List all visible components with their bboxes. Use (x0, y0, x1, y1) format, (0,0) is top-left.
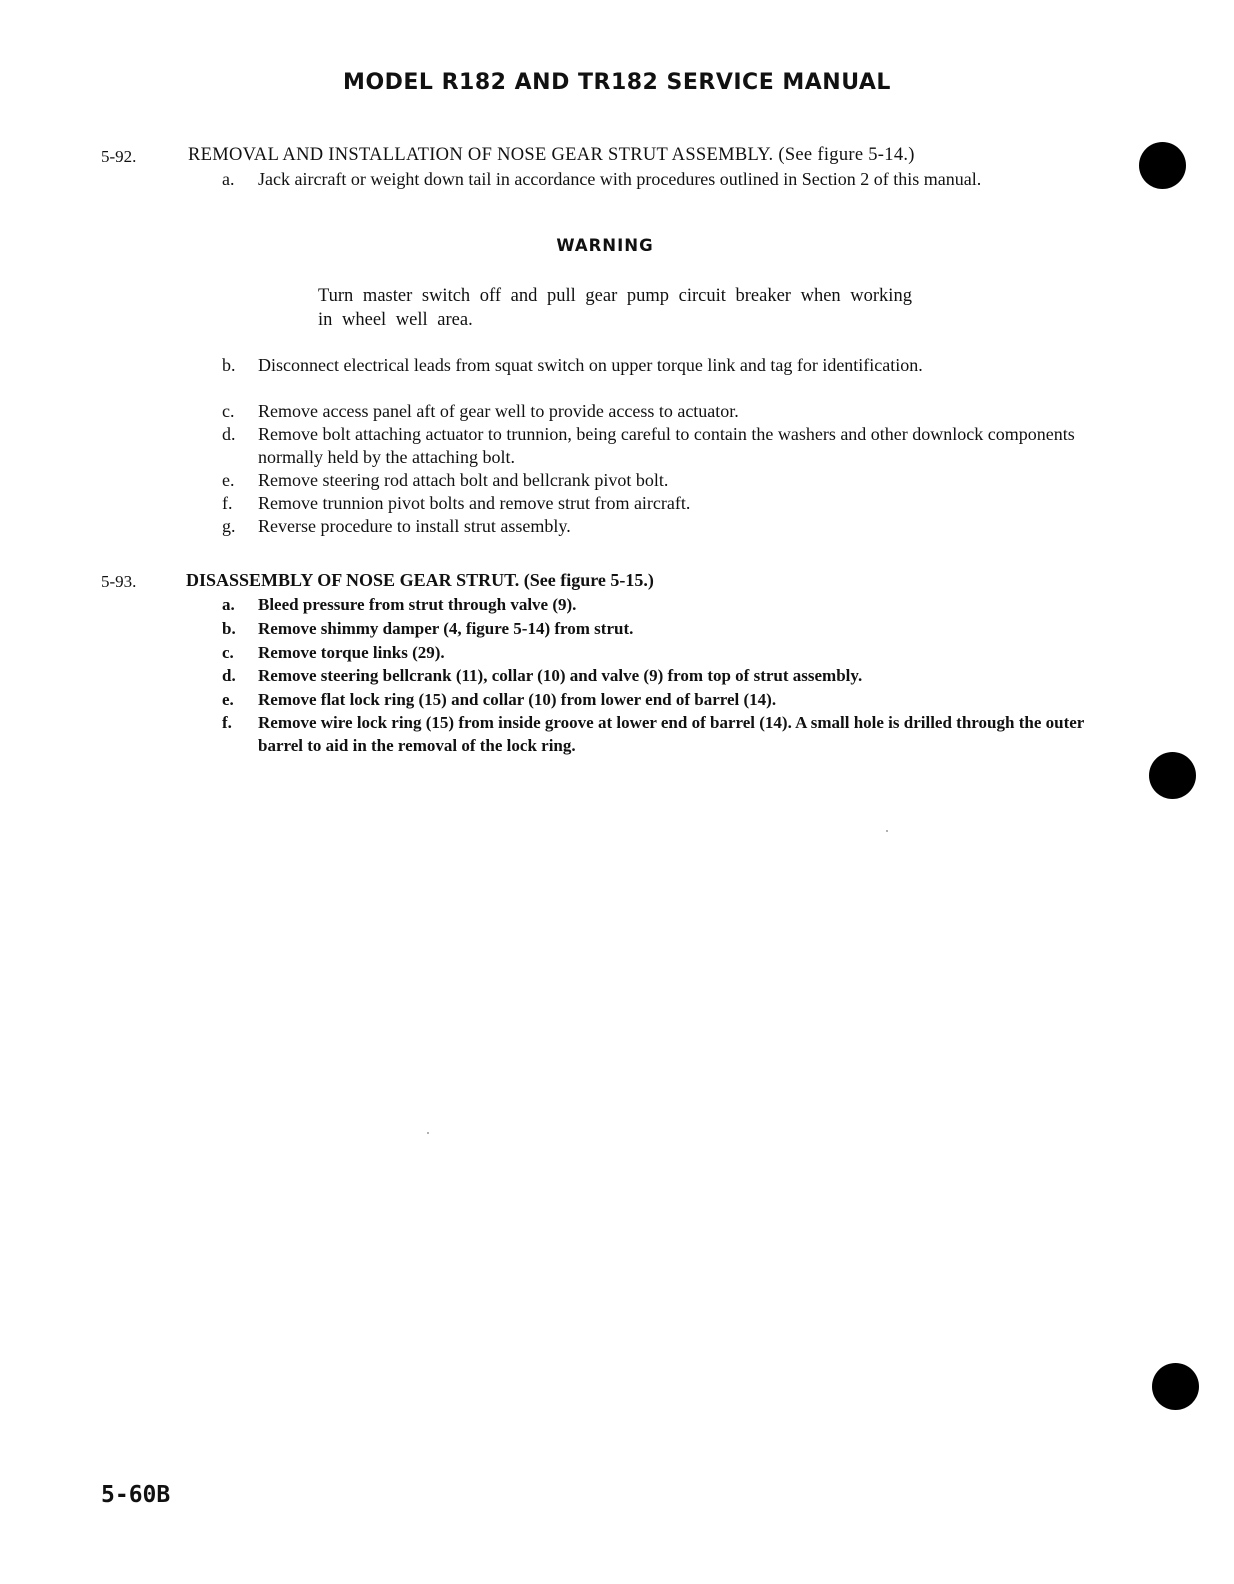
list-item (222, 593, 1122, 616)
step-letter: a. (222, 169, 235, 189)
scan-speck (427, 1132, 429, 1134)
section-heading: DISASSEMBLY OF NOSE GEAR STRUT. (See figure 5-15.) (186, 570, 654, 590)
page-number: 5-60B (101, 1482, 171, 1508)
list-item (222, 423, 1122, 469)
step-text: Remove flat lock ring (15) and collar (10) from lower end of barrel (14). (258, 690, 777, 709)
list-item (222, 617, 1122, 640)
punch-hole-bottom (1152, 1363, 1199, 1410)
step-letter: d. (222, 666, 236, 685)
section-heading: REMOVAL AND INSTALLATION OF NOSE GEAR STRUT ASSEMBLY. (See figure 5-14.) (188, 145, 915, 165)
list-item (222, 711, 1122, 757)
list-item (222, 688, 1122, 711)
list-item (222, 168, 1122, 191)
list-item (222, 664, 1122, 687)
warning-label: WARNING (556, 236, 654, 255)
step-letter: f. (222, 493, 233, 513)
step-text: Reverse procedure to install strut assembly. (258, 516, 571, 536)
step-letter: d. (222, 424, 236, 444)
list-item (222, 400, 1122, 423)
step-letter: c. (222, 643, 234, 662)
scan-speck (886, 830, 888, 832)
step-text: Remove torque links (29). (258, 643, 445, 662)
step-letter: e. (222, 690, 234, 709)
step-letter: f. (222, 713, 232, 732)
section-number: 5-93. (101, 572, 137, 591)
list-item (222, 469, 1122, 492)
page-title: MODEL R182 AND TR182 SERVICE MANUAL (343, 70, 891, 95)
step-text: Remove steering rod attach bolt and bellcrank pivot bolt. (258, 470, 669, 490)
step-letter: b. (222, 619, 236, 638)
step-text: Disconnect electrical leads from squat switch on upper torque link and tag for identification. (258, 355, 923, 375)
step-letter: c. (222, 401, 235, 421)
punch-hole-top (1139, 142, 1186, 189)
section-number: 5-92. (101, 147, 137, 166)
step-text: Remove wire lock ring (15) from inside groove at lower end of barrel (14). A small hole is drilled through the outer barrel to aid in the removal of the lock ring. (258, 713, 1085, 755)
list-item (222, 492, 1122, 515)
step-text: Remove bolt attaching actuator to trunnion, being careful to contain the washers and other downlock components normally held by the attaching bolt. (258, 424, 1075, 467)
step-letter: g. (222, 516, 236, 536)
step-text: Jack aircraft or weight down tail in accordance with procedures outlined in Section 2 of this manual. (258, 169, 982, 189)
list-item (222, 354, 1122, 377)
step-text: Bleed pressure from strut through valve (9). (258, 595, 577, 614)
list-item (222, 641, 1122, 664)
step-letter: b. (222, 355, 236, 375)
step-text: Remove trunnion pivot bolts and remove strut from aircraft. (258, 493, 691, 513)
step-letter: e. (222, 470, 235, 490)
list-item (222, 515, 1122, 538)
punch-hole-middle (1149, 752, 1196, 799)
warning-text: Turn master switch off and pull gear pump circuit breaker when working in wheel well area. (318, 286, 912, 330)
step-text: Remove shimmy damper (4, figure 5-14) from strut. (258, 619, 634, 638)
step-text: Remove steering bellcrank (11), collar (10) and valve (9) from top of strut assembly. (258, 666, 863, 685)
step-letter: a. (222, 595, 235, 614)
step-text: Remove access panel aft of gear well to provide access to actuator. (258, 401, 739, 421)
